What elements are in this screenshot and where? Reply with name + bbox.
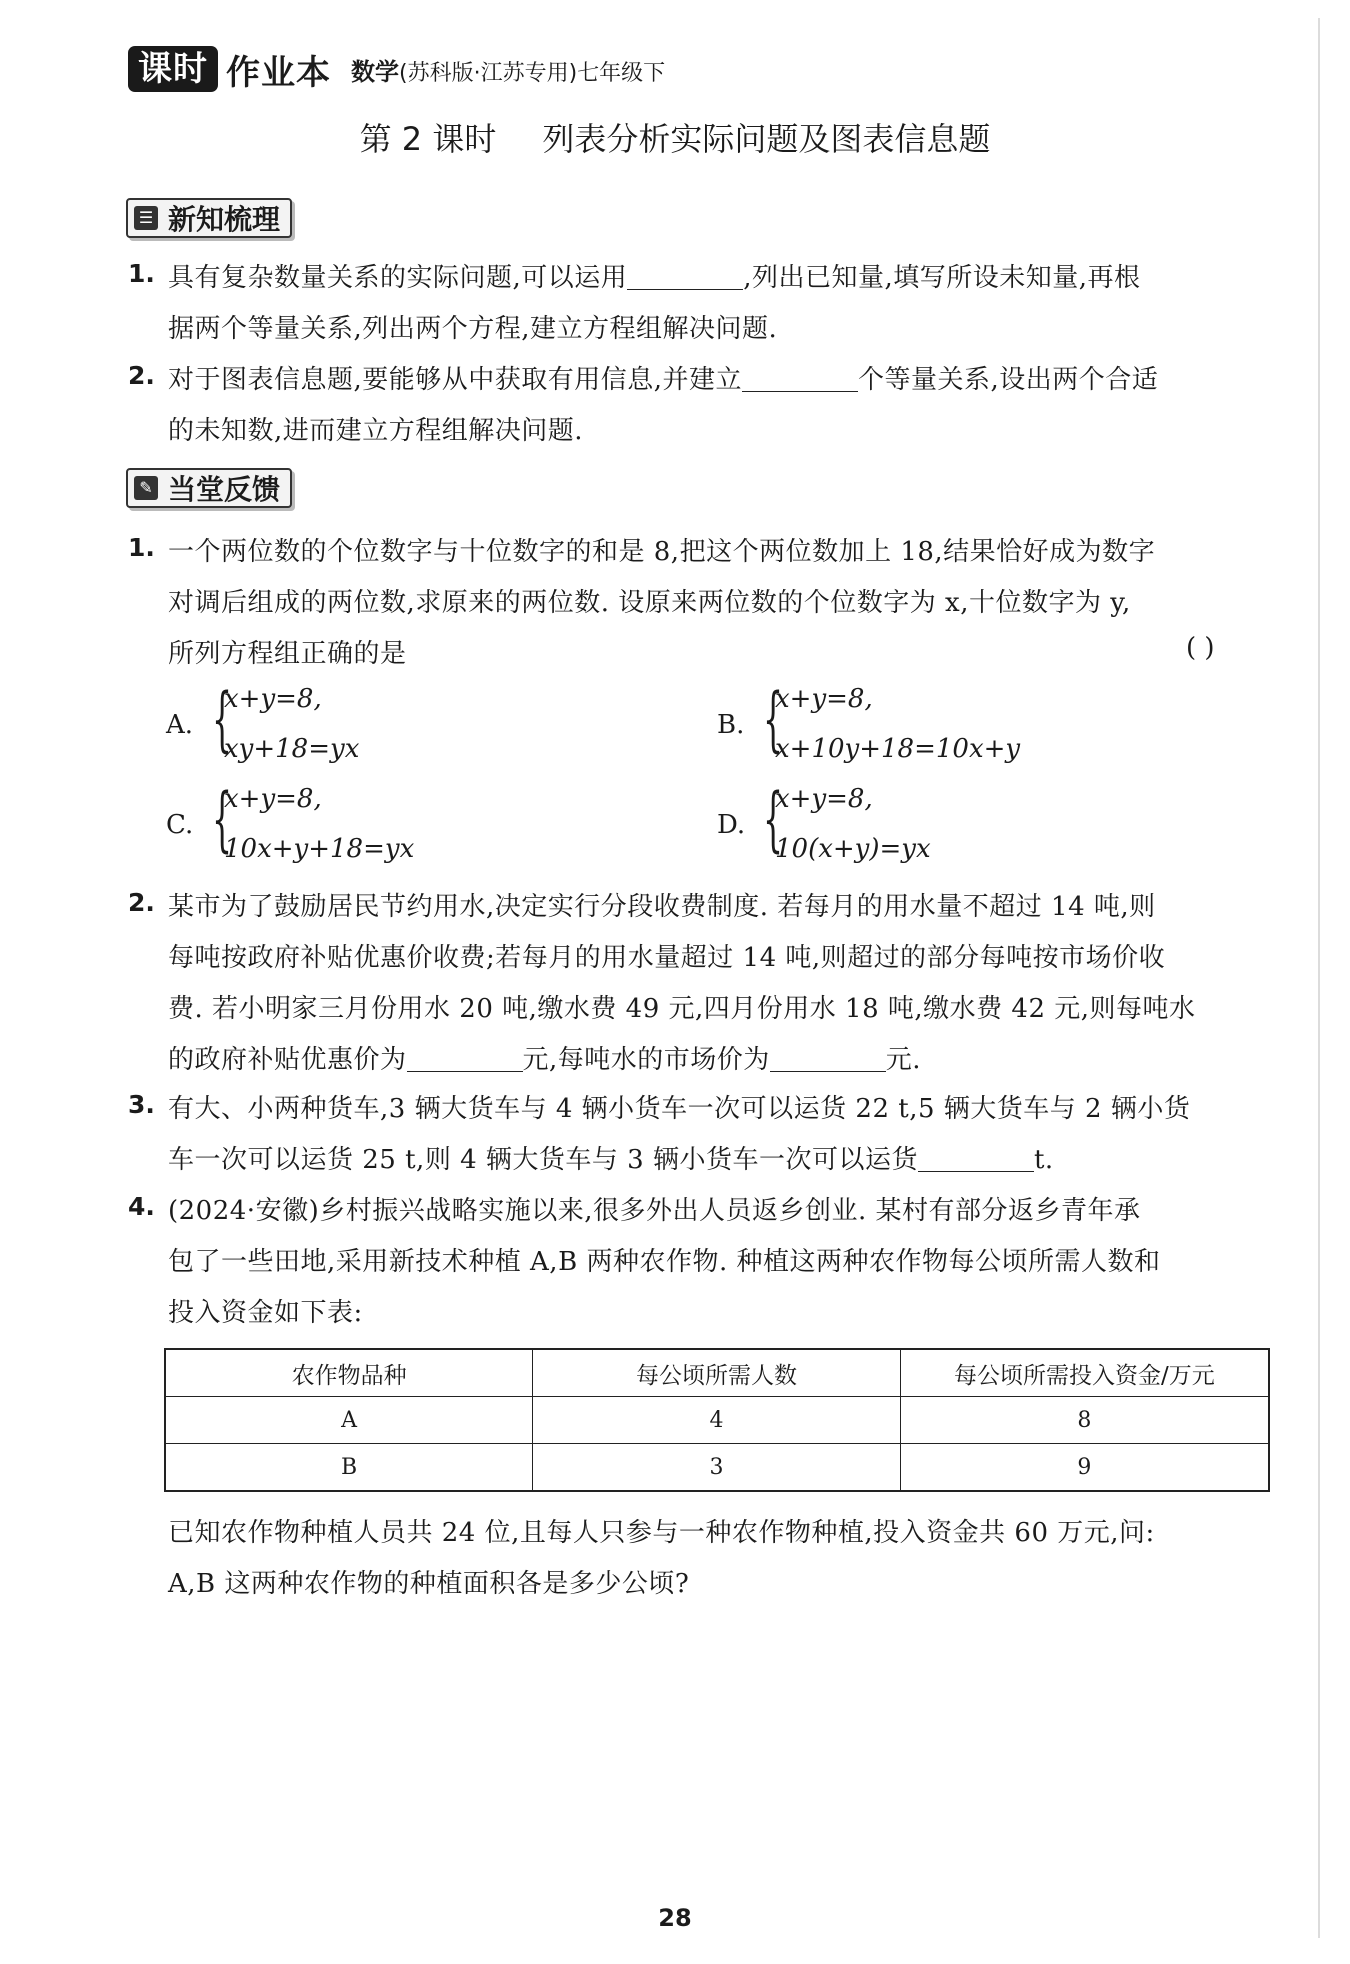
table-row <box>165 1397 1269 1444</box>
option-c-letter: C. <box>166 810 194 840</box>
text: 个等量关系,设出两个合适 <box>858 365 1159 395</box>
table-cell: A <box>165 1397 533 1444</box>
table-row <box>165 1444 1269 1492</box>
table-cell: 3 <box>533 1444 901 1492</box>
item-number: 1. <box>128 259 155 288</box>
question-line: 某市为了鼓励居民节约用水,决定实行分段收费制度. 若每月的用水量不超过 14 吨,则 <box>168 892 1156 922</box>
text: 具有复杂数量关系的实际问题,可以运用 <box>168 263 628 293</box>
table-header-row <box>165 1349 1269 1397</box>
question-line: A,B 这两种农作物的种植面积各是多少公顷? <box>168 1569 690 1599</box>
subject-label <box>351 52 665 87</box>
brace-icon: { <box>212 678 233 760</box>
text: t. <box>1033 1145 1054 1175</box>
option-c-eq1: x+y=8, <box>224 784 322 814</box>
text: 对于图表信息题,要能够从中获取有用信息,并建立 <box>168 365 743 395</box>
text: ,列出已知量,填写所设未知量,再根 <box>743 263 1141 293</box>
option-b-eq2: x+10y+18=10x+y <box>775 734 1021 764</box>
question-line: 一个两位数的个位数字与十位数字的和是 8,把这个两位数加上 18,结果恰好成为数字 <box>168 537 1156 567</box>
section-title: 当堂反馈 <box>168 473 281 506</box>
question-number: 1. <box>128 533 155 562</box>
question-line: 所列方程组正确的是 <box>168 639 407 669</box>
option-b-letter: B. <box>717 710 745 740</box>
text: 元,每吨水的市场价为 <box>522 1045 770 1075</box>
fill-blank[interactable] <box>627 263 743 290</box>
item-number: 2. <box>128 361 155 390</box>
option-a-eq1: x+y=8, <box>224 684 322 714</box>
item-line <box>168 359 1158 396</box>
question-line: 有大、小两种货车,3 辆大货车与 4 辆小货车一次可以运货 22 t,5 辆大货车与 2 辆小货 <box>168 1094 1191 1124</box>
option-d-eq1: x+y=8, <box>775 784 873 814</box>
table-cell: B <box>165 1444 533 1492</box>
brace-icon: { <box>763 678 784 760</box>
fill-blank[interactable] <box>918 1145 1034 1172</box>
text: 元. <box>885 1045 922 1075</box>
page-header <box>128 44 665 94</box>
question-line: 对调后组成的两位数,求原来的两位数. 设原来两位数的个位数字为 x,十位数字为 y, <box>168 588 1131 618</box>
table-cell: 8 <box>900 1397 1269 1444</box>
table-header: 农作物品种 <box>165 1349 533 1397</box>
question-number: 3. <box>128 1090 155 1119</box>
option-a-eq2: xy+18=yx <box>224 734 360 764</box>
crop-table <box>164 1348 1270 1492</box>
subject-edition: (苏科版·江苏专用)七年级下 <box>399 60 666 86</box>
brace-icon: { <box>763 778 784 860</box>
section-new-knowledge <box>126 198 292 238</box>
page-edge <box>18 18 1320 1938</box>
table-cell: 4 <box>533 1397 901 1444</box>
question-line <box>168 1139 1054 1176</box>
brand-logo: 课时 <box>128 46 218 92</box>
question-line: 投入资金如下表: <box>168 1298 363 1328</box>
fill-blank[interactable] <box>742 365 858 392</box>
book-icon: ☰ <box>134 206 158 230</box>
table-cell: 9 <box>900 1444 1269 1492</box>
question-line: 每吨按政府补贴优惠价收费;若每月的用水量超过 14 吨,则超过的部分每吨按市场价收 <box>168 943 1166 973</box>
subject-bold: 数学 <box>351 57 399 86</box>
answer-parentheses[interactable]: ( ) <box>1186 633 1215 663</box>
question-line: (2024·安徽)乡村振兴战略实施以来,很多外出人员返乡创业. 某村有部分返乡青年承 <box>168 1196 1141 1226</box>
question-line: 已知农作物种植人员共 24 位,且每人只参与一种农作物种植,投入资金共 60 万元,问: <box>168 1518 1155 1548</box>
table-header: 每公顷所需投入资金/万元 <box>900 1349 1269 1397</box>
section-title: 新知梳理 <box>168 203 281 236</box>
section-classroom-feedback <box>126 468 292 508</box>
lesson-title <box>0 114 1350 160</box>
question-line <box>168 1039 921 1076</box>
lesson-name: 列表分析实际问题及图表信息题 <box>542 120 991 158</box>
question-number: 2. <box>128 888 155 917</box>
pencil-icon: ✎ <box>134 476 158 500</box>
page-number: 28 <box>658 1904 692 1932</box>
option-d-letter: D. <box>717 810 746 840</box>
item-line: 据两个等量关系,列出两个方程,建立方程组解决问题. <box>168 314 778 344</box>
option-b-eq1: x+y=8, <box>775 684 873 714</box>
item-line <box>168 257 1141 294</box>
fill-blank[interactable] <box>770 1045 886 1072</box>
option-d-eq2: 10(x+y)=yx <box>775 834 931 864</box>
brace-icon: { <box>212 778 233 860</box>
table-header: 每公顷所需人数 <box>533 1349 901 1397</box>
lesson-number: 第 2 课时 <box>359 120 497 158</box>
question-number: 4. <box>128 1192 155 1221</box>
option-c-eq2: 10x+y+18=yx <box>224 834 415 864</box>
text: 车一次可以运货 25 t,则 4 辆大货车与 3 辆小货车一次可以运货 <box>168 1145 918 1175</box>
option-a-letter: A. <box>166 710 194 740</box>
item-line: 的未知数,进而建立方程组解决问题. <box>168 416 584 446</box>
fill-blank[interactable] <box>407 1045 523 1072</box>
brand-name: 作业本 <box>226 52 331 93</box>
question-line: 费. 若小明家三月份用水 20 吨,缴水费 49 元,四月份用水 18 吨,缴水费 42 元,则每吨水 <box>168 994 1196 1024</box>
question-line: 包了一些田地,采用新技术种植 A,B 两种农作物. 种植这两种农作物每公顷所需人数和 <box>168 1247 1161 1277</box>
text: 的政府补贴优惠价为 <box>168 1045 407 1075</box>
